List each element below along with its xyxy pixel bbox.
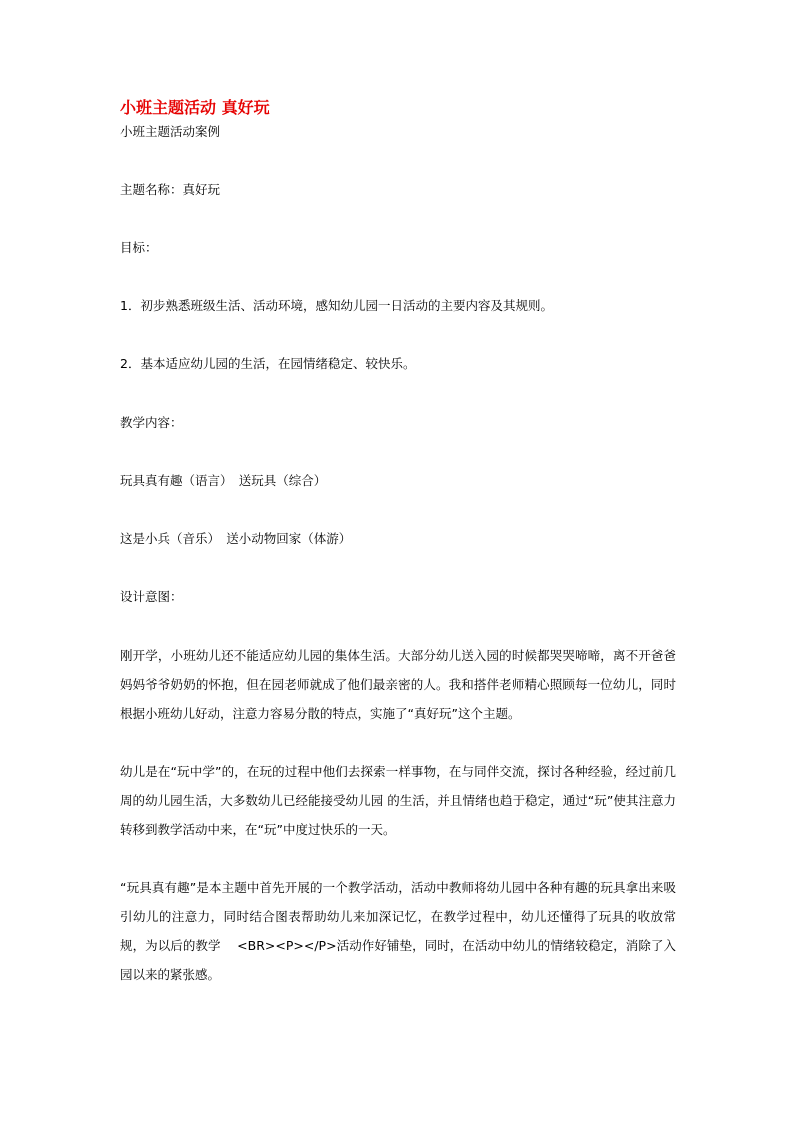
page-title: 小班主题活动 真好玩 (120, 98, 270, 117)
design-label: 设计意图： (120, 589, 183, 604)
goal-item-1: 1．初步熟悉班级生活、活动环境，感知幼儿园一日活动的主要内容及其规则。 (120, 298, 553, 313)
goal-item-2: 2．基本适应幼儿园的生活，在园情绪稳定、较快乐。 (120, 356, 416, 371)
goals-label: 目标： (120, 240, 158, 255)
theme-name: 主题名称：真好玩 (120, 182, 221, 197)
content-line-1: 玩具真有趣（语言） 送玩具（综合） (120, 473, 327, 488)
paragraph-3: “玩具真有趣”是本主题中首先开展的一个教学活动，活动中教师将幼儿园中各种有趣的玩具拿出来吸引幼儿的注意力，同时结合图表帮助幼儿来加深记忆，在教学过程中，幼儿还懂得了玩具的收放常规，为以后的教学 <BR><P></P>活动作好铺垫，同时，在活动中幼儿的情绪较稳定，消除了入园以来的紧张感。 (120, 880, 676, 982)
paragraph-2: 幼儿是在“玩中学”的，在玩的过程中他们去探索一样事物，在与同伴交流，探讨各种经验，经过前几周的幼儿园生活，大多数幼儿已经能接受幼儿园 的生活，并且情绪也趋于稳定，通过“玩”使其注意力转移到教学活动中来，在“玩”中度过快乐的一天。 (120, 764, 676, 837)
subtitle: 小班主题活动案例 (120, 124, 221, 139)
content-line-2: 这是小兵（音乐） 送小动物回家（体游） (120, 531, 352, 546)
paragraph-1: 刚开学，小班幼儿还不能适应幼儿园的集体生活。大部分幼儿送入园的时候都哭哭啼啼，离不开爸爸妈妈爷爷奶奶的怀抱，但在园老师就成了他们最亲密的人。我和搭伴老师精心照顾每一位幼儿，同时根据小班幼儿好动，注意力容易分散的特点，实施了“真好玩”这个主题。 (120, 648, 676, 721)
content-label: 教学内容： (120, 415, 183, 430)
